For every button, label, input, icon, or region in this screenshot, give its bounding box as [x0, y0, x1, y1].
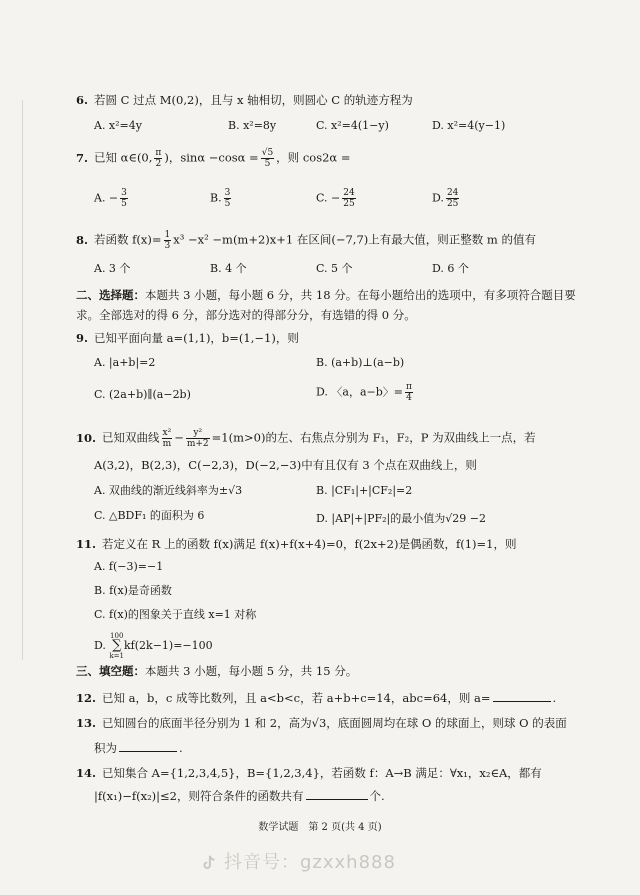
- question-10: [76, 428, 536, 449]
- numerator: π: [406, 382, 412, 392]
- question-number: 8.: [76, 232, 89, 247]
- question-14: [76, 766, 542, 781]
- option-c: C. (2a+b)∥(a−2b): [94, 388, 191, 401]
- fraction: [342, 188, 355, 209]
- denominator: 5: [264, 159, 271, 169]
- binding-line: [22, 100, 23, 660]
- numerator: 3: [121, 188, 127, 198]
- option-b: B. x²=8y: [228, 119, 277, 132]
- option-d: D. x²=4(y−1): [432, 119, 506, 132]
- option-b: B. (a+b)⊥(a−b): [316, 356, 405, 369]
- fraction: [224, 188, 232, 209]
- question-number: 14.: [76, 766, 97, 780]
- option-c: [316, 188, 358, 209]
- option-a: A. 双曲线的渐近线斜率为±√3: [94, 484, 243, 497]
- summation: [109, 632, 124, 660]
- stem-end: 个.: [369, 789, 385, 803]
- watermark: [200, 848, 396, 874]
- numerator: y²: [186, 428, 210, 439]
- numerator: 3: [224, 188, 231, 198]
- section-title: 二、选择题：: [76, 288, 145, 302]
- denominator: 2: [155, 159, 162, 169]
- stem-part: =1(m>0)的左、右焦点分别为 F₁，F₂，P 为双曲线上一点，若: [211, 430, 536, 445]
- option-d: [432, 188, 461, 209]
- question-number: 7.: [76, 150, 89, 165]
- question-number: 10.: [76, 430, 97, 445]
- question-13-line-2: [94, 740, 183, 756]
- option-label: A. −: [94, 191, 119, 205]
- question-12: [76, 690, 556, 706]
- stem-part: x³ −x² −m(m+2)x+1 在区间(−7,7)上有最大值，则正整数 m 的值有: [173, 232, 536, 247]
- option-label: D.: [94, 639, 106, 652]
- question-13: [76, 716, 567, 731]
- sigma-symbol: ∑: [112, 638, 122, 653]
- question-number: 13.: [76, 716, 97, 730]
- option-c: C. f(x)的图象关于直线 x=1 对称: [94, 608, 257, 621]
- option-b: B. f(x)是奇函数: [94, 584, 172, 597]
- denominator: 25: [446, 199, 459, 209]
- option-b: B. 4 个: [210, 262, 247, 275]
- option-a: A. f(−3)=−1: [94, 560, 164, 573]
- question-14-line-2: [94, 788, 385, 804]
- option-a: A. x²=4y: [94, 119, 142, 132]
- option-d: D. |AP|+|PF₂|的最小值为√29 −2: [316, 512, 486, 525]
- option-a: A. |a+b|=2: [94, 356, 156, 369]
- question-number: 11.: [76, 537, 97, 551]
- fraction: [154, 148, 162, 169]
- question-number: 12.: [76, 691, 97, 705]
- section-title: 三、填空题：: [76, 664, 145, 678]
- stem-part: |f(x₁)−f(x₂)|≤2，则符合条件的函数共有: [94, 789, 304, 803]
- denominator: 3: [164, 241, 171, 251]
- option-d: [94, 632, 213, 658]
- numerator: π: [155, 148, 162, 158]
- question-11: [76, 537, 516, 552]
- question-number: 9.: [76, 331, 89, 345]
- option-label: C. −: [316, 191, 341, 205]
- question-number: 6.: [76, 93, 89, 107]
- question-stem: 已知圆台的底面半径分别为 1 和 2，高为√3，底面圆周均在球 O 的球面上，则球 O 的表面: [102, 716, 567, 730]
- question-stem: 已知集合 A={1,2,3,4,5}，B={1,2,3,4}，若函数 f：A→B 满足：∀x₁，x₂∈A，都有: [102, 766, 542, 780]
- section-instructions: 本题共 3 小题，每小题 5 分，共 15 分。: [145, 664, 358, 678]
- watermark-text: 抖音号：gzxxh888: [224, 852, 396, 873]
- question-10-line-2: A(3,2)，B(2,3)，C(−2,3)，D(−2,−3)中有且仅有 3 个点在双曲线上，则: [94, 458, 477, 472]
- stem-part: 若函数 f(x)=: [94, 232, 162, 247]
- section-2-header: [76, 288, 576, 303]
- section-instructions-2: 求。全部选对的得 6 分，部分选对的得部分分，有选错的得 0 分。: [76, 308, 416, 322]
- question-9: [76, 331, 299, 346]
- option-label: B.: [210, 191, 222, 205]
- fraction: [405, 382, 413, 403]
- sum-upper: 100: [110, 632, 124, 640]
- stem-part: −: [174, 430, 184, 445]
- denominator: m: [162, 439, 172, 449]
- denominator: 5: [121, 199, 127, 209]
- denominator: 25: [343, 199, 355, 209]
- fraction: [446, 188, 459, 209]
- tiktok-icon: [200, 854, 218, 872]
- option-b: B. |CF₁|+|CF₂|=2: [316, 484, 413, 497]
- denominator: 5: [224, 199, 231, 209]
- answer-blank[interactable]: [306, 788, 368, 800]
- numerator: √5: [261, 148, 274, 158]
- fraction: [164, 230, 172, 251]
- denominator: m+2: [186, 439, 209, 449]
- page-footer: 数学试题 第 2 页(共 4 页): [258, 822, 382, 833]
- numerator: 24: [343, 188, 355, 198]
- fraction: [120, 188, 128, 209]
- option-c: C. x²=4(1−y): [316, 119, 389, 132]
- option-d: [316, 382, 415, 403]
- stem-end: .: [552, 691, 557, 705]
- question-7: [76, 148, 350, 169]
- stem-part: ，则 cos2α =: [276, 150, 351, 165]
- stem-part: 积为: [94, 741, 117, 755]
- answer-blank[interactable]: [119, 740, 177, 752]
- answer-blank[interactable]: [493, 690, 551, 702]
- sum-lower: k=1: [109, 652, 124, 660]
- option-text: kf(2k−1)=−100: [124, 639, 213, 652]
- question-stem: 已知平面向量 a=(1,1)，b=(1,−1)，则: [94, 331, 299, 345]
- option-d: D. 6 个: [432, 262, 469, 275]
- numerator: 24: [446, 188, 459, 198]
- question-stem: 已知 a，b，c 成等比数列，且 a<b<c，若 a+b+c=14，abc=64，则 a=: [102, 691, 491, 705]
- denominator: 4: [406, 393, 412, 403]
- fraction: [186, 428, 210, 449]
- option-label: D. 〈a，a−b〉=: [316, 385, 404, 399]
- option-a: A. 3 个: [94, 262, 131, 275]
- option-c: C. △BDF₁ 的面积为 6: [94, 509, 205, 522]
- option-a: [94, 188, 130, 209]
- question-6: [76, 93, 413, 108]
- question-stem: 若圆 C 过点 M(0,2)，且与 x 轴相切，则圆心 C 的轨迹方程为: [94, 93, 413, 107]
- stem-part: 已知 α∈(0,: [94, 150, 153, 165]
- stem-part: 已知双曲线: [102, 430, 160, 445]
- option-b: [210, 188, 233, 209]
- numerator: 1: [164, 230, 171, 240]
- numerator: x²: [162, 428, 172, 438]
- question-8: [76, 230, 536, 251]
- fraction: [261, 148, 274, 169]
- option-label: D.: [432, 191, 444, 205]
- section-instructions-1: 本题共 3 小题，每小题 6 分，共 18 分。在每小题给出的选项中，有多项符合题目要: [145, 288, 576, 302]
- section-3-header: [76, 664, 357, 679]
- stem-part: )，sinα −cosα =: [164, 150, 259, 165]
- option-c: C. 5 个: [316, 262, 353, 275]
- fraction: [162, 428, 173, 449]
- stem-end: .: [179, 741, 183, 755]
- question-stem: 若定义在 R 上的函数 f(x)满足 f(x)+f(x+4)=0，f(2x+2)是偶函数，f(1)=1，则: [102, 537, 517, 551]
